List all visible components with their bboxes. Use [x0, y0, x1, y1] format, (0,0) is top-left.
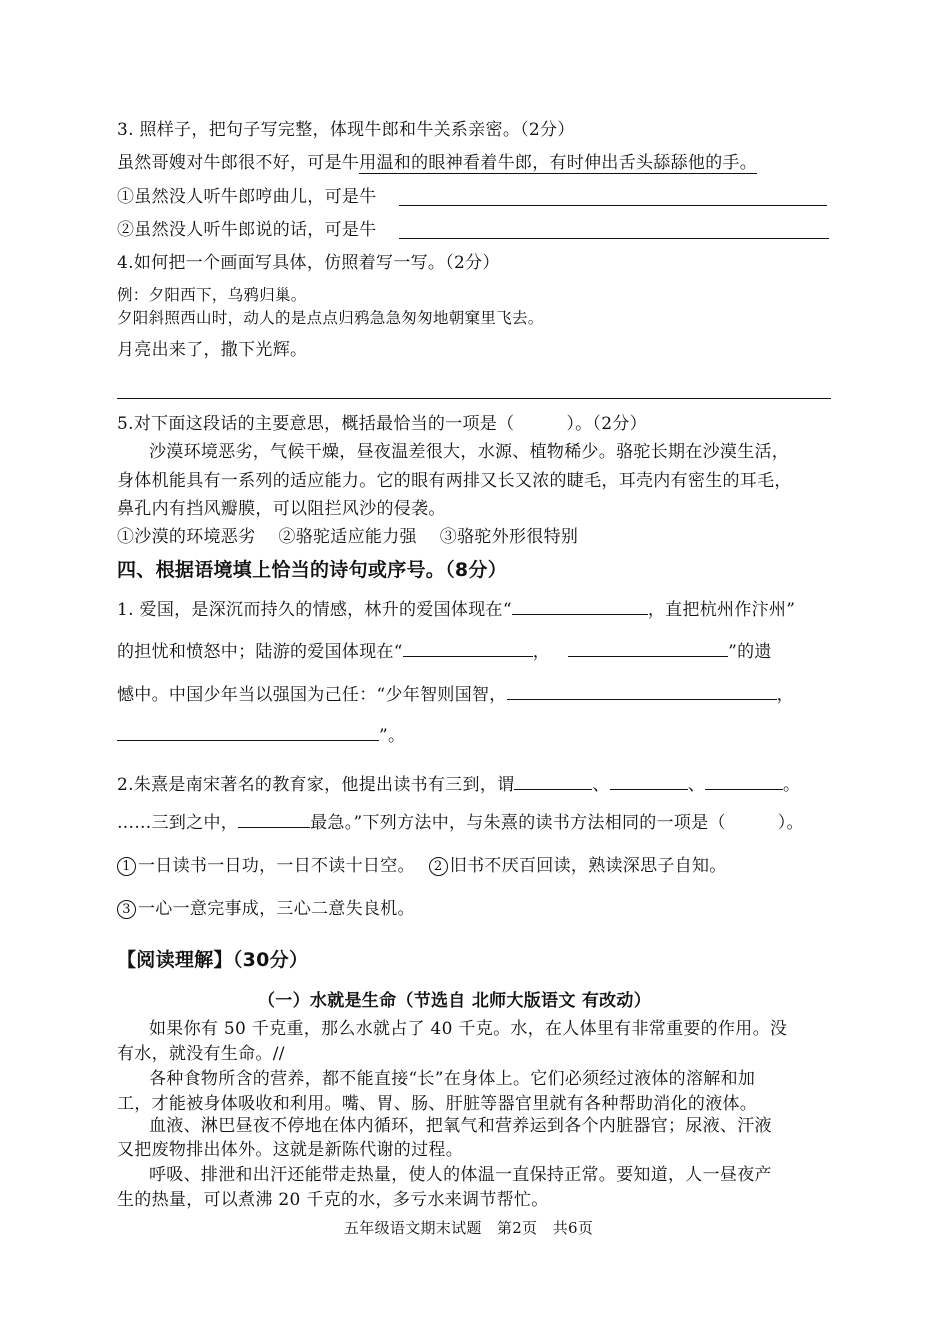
- s4-q2-line2: [117, 810, 804, 834]
- s4-q1-line1: [117, 597, 795, 621]
- s4-q1-line4: [117, 723, 405, 747]
- reading-heading: 【阅读理解】（30分）: [117, 949, 309, 971]
- q5-para-line2: 身体机能具有一系列的适应能力。它的眼有两排又长又浓的睫毛，耳壳内有密生的耳毛，: [117, 471, 792, 491]
- option-2-marker: 2: [429, 857, 448, 876]
- q5-title: 5.对下面这段话的主要意思，概括最恰当的一项是（ ）。（2分）: [117, 414, 647, 434]
- s4-q1-line3: [117, 682, 794, 706]
- reading-subtitle: （一）水就是生命（节选自 北师大版语文 有改动）: [258, 991, 652, 1011]
- s4-q1-end: ”。: [379, 726, 406, 746]
- q3-title: 3. 照样子，把句子写完整，体现牛郎和牛关系亲密。（2分）: [117, 120, 575, 140]
- q3-item1-answer-line[interactable]: [399, 205, 827, 206]
- reading-p3-line2: 又把废物排出体外。这就是新陈代谢的过程。: [117, 1140, 463, 1160]
- q4-title: 4.如何把一个画面写具体，仿照着写一写。（2分）: [117, 253, 500, 273]
- s4-q2-option2: 旧书不厌百回读，熟读深思子自知。: [449, 856, 727, 876]
- section4-heading: 四、根据语境填上恰当的诗句或序号。（8分）: [117, 559, 508, 581]
- s4-q2-blank4[interactable]: [238, 810, 310, 828]
- s4-q1-text-d: ”的遗: [728, 642, 772, 662]
- s4-q2-text-b: ……三到之中，: [117, 813, 239, 833]
- q4-example2: 夕阳斜照西山时，动人的是点点归鸦急急匆匆地朝窠里飞去。: [117, 309, 544, 327]
- reading-p4-line1: 呼吸、排泄和出汗还能带走热量，使人的体温一直保持正常。要知道，人一昼夜产: [149, 1165, 772, 1185]
- s4-q1-text-b: ，直把杭州作汴州”: [647, 600, 796, 620]
- reading-p2-line1: 各种食物所含的营养，都不能直接“长”在身体上。它们必须经过液体的溶解和加: [149, 1069, 756, 1089]
- s4-q2-options-row1: [117, 855, 727, 877]
- s4-q2-option1: 一日读书一日功，一日不读十日空。: [138, 856, 415, 876]
- q3-example: [117, 152, 757, 174]
- s4-q1-blank1[interactable]: [512, 597, 648, 615]
- q3-item2-answer-line[interactable]: [399, 238, 829, 239]
- q5-para-line1: 沙漠环境恶劣，气候干燥，昼夜温差很大，水源、植物稀少。骆驼长期在沙漠生活，: [149, 442, 790, 462]
- page-footer: 五年级语文期末试题 第2页 共6页: [344, 1219, 594, 1237]
- s4-q1-blank3[interactable]: [568, 639, 728, 657]
- s4-q2-option3: 一心一意完事成，三心二意失良机。: [138, 899, 415, 919]
- q3-example-start: 虽然哥嫂对牛郎很不好，可是牛: [117, 153, 360, 173]
- q4-example1: 例：夕阳西下，乌鸦归巢。: [117, 286, 307, 304]
- s4-q1-text-c: 的担忧和愤怒中；陆游的爱国体现在“: [117, 642, 403, 662]
- option-3-marker: 3: [117, 900, 136, 919]
- s4-q1-text-a: 1. 爱国，是深沉而持久的情感，林升的爱国体现在“: [117, 600, 512, 620]
- s4-q2-text-c: 最急。”下列方法中，与朱熹的读书方法相同的一项是（ ）。: [310, 813, 804, 833]
- reading-p3-line1: 血液、淋巴昼夜不停地在体内循环，把氧气和营养运到各个内脏器官；尿液、汗液: [149, 1116, 772, 1136]
- option-1-marker: 1: [117, 857, 136, 876]
- s4-q2-blank2[interactable]: [610, 772, 688, 790]
- q4-answer-line[interactable]: [117, 398, 831, 399]
- s4-q1-text-e: 憾中。中国少年当以强国为己任：“少年智则国智，: [117, 685, 507, 705]
- s4-q1-comma: ，: [532, 642, 551, 662]
- q5-options: ①沙漠的环境恶劣 ②骆驼适应能力强 ③骆驼外形很特别: [117, 527, 579, 547]
- s4-q2-blank1[interactable]: [514, 772, 592, 790]
- s4-q2-sep1: 、: [592, 775, 610, 795]
- reading-p4-line2: 生的热量，可以煮沸 20 千克的水，多亏水来调节帮忙。: [117, 1190, 549, 1210]
- q5-para-line3: 鼻孔内有挡风瓣膜，可以阻拦风沙的侵袭。: [117, 499, 446, 519]
- q3-item1: ①虽然没人听牛郎哼曲儿，可是牛: [117, 187, 377, 207]
- s4-q1-blank2[interactable]: [403, 639, 533, 657]
- reading-p1-line1: 如果你有 50 千克重，那么水就占了 40 千克。水，在人体里有非常重要的作用。没: [149, 1019, 788, 1039]
- s4-q2-sep2: 、: [687, 775, 706, 795]
- reading-p1-line2: 有水，就没有生命。//: [117, 1044, 285, 1064]
- q4-prompt: 月亮出来了，撒下光辉。: [117, 340, 308, 360]
- s4-q1-line2: [117, 639, 772, 663]
- s4-q2-line1: [117, 772, 800, 796]
- s4-q2-options-row2: [117, 898, 415, 920]
- s4-q1-blank4[interactable]: [507, 682, 777, 700]
- q3-example-underlined: 用温和的眼神看着牛郎，有时伸出舌头舔舔他的手。: [359, 153, 758, 173]
- s4-q2-end: 。: [783, 775, 801, 795]
- s4-q2-blank3[interactable]: [705, 772, 783, 790]
- s4-q1-comma2: ，: [776, 685, 794, 705]
- reading-p2-line2: 工，才能被身体吸收和利用。嘴、胃、肠、肝脏等器官里就有各种帮助消化的液体。: [117, 1094, 758, 1114]
- s4-q2-text-a: 2.朱熹是南宋著名的教育家，他提出读书有三到，谓: [117, 775, 515, 795]
- q3-item2: ②虽然没人听牛郎说的话，可是牛: [117, 220, 377, 240]
- s4-q1-blank5[interactable]: [117, 723, 379, 741]
